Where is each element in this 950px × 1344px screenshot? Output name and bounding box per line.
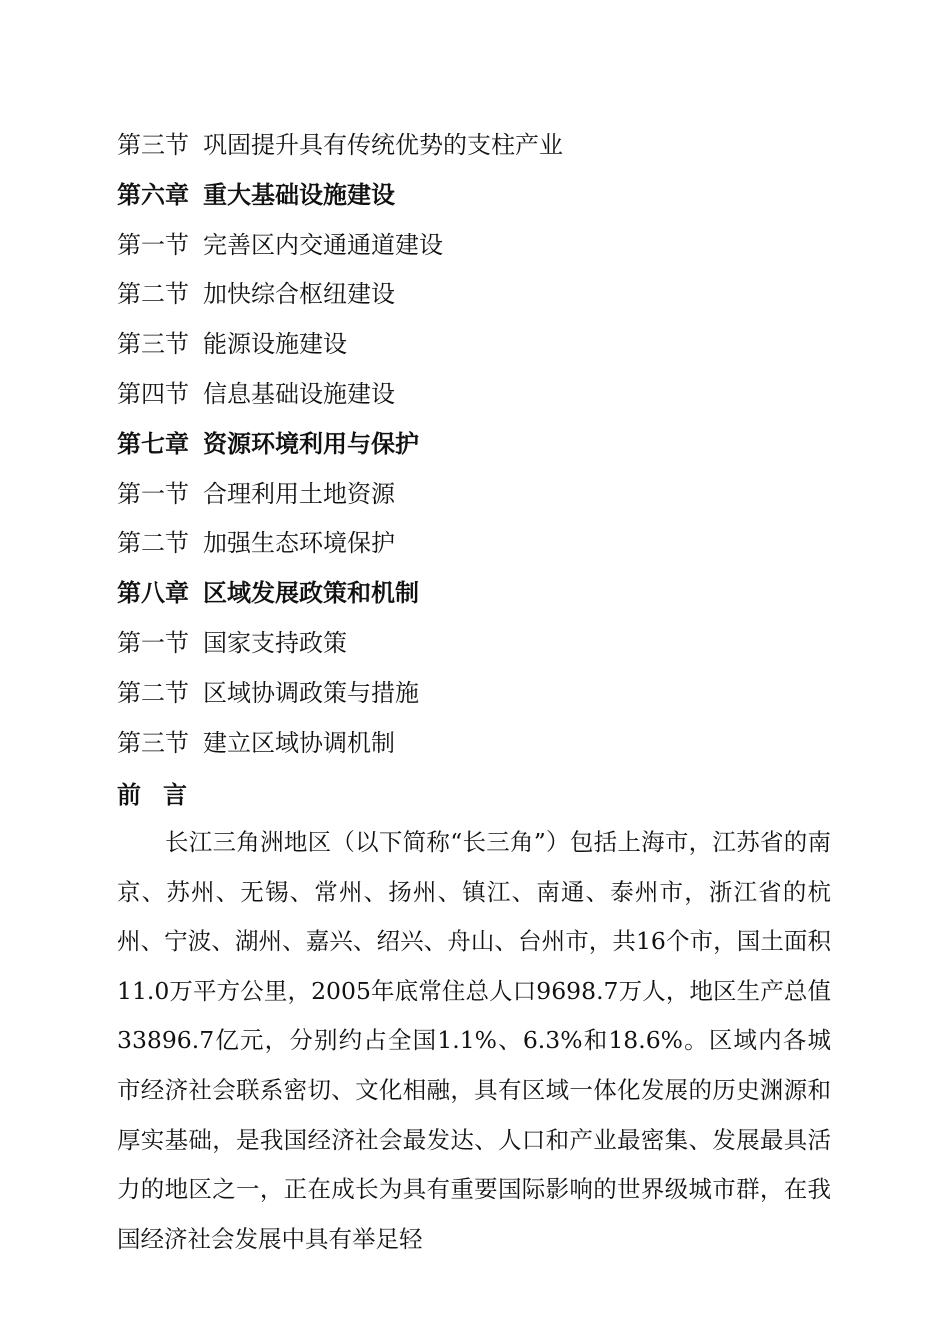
toc-chapter [117,569,857,619]
toc-entry-title: 加快综合枢纽建设 [203,280,395,309]
toc-entry-title: 加强生态环境保护 [203,529,395,558]
toc-entry-number: 第六章 [117,180,189,209]
toc-entry [117,370,857,420]
toc-entry-title: 区域协调政策与措施 [203,678,419,707]
toc-entry-title: 建立区域协调机制 [203,728,395,757]
toc-entry [117,470,857,520]
toc-entry [117,669,857,719]
toc-entry-title: 国家支持政策 [203,628,347,657]
toc-entry-title: 信息基础设施建设 [203,379,395,408]
toc-entry-number: 第一节 [117,479,189,508]
toc-entry-number: 第四节 [117,379,189,408]
toc-entry-number: 第三节 [117,131,189,159]
toc-entry-title: 重大基础设施建设 [203,180,395,209]
table-of-contents [117,121,857,768]
toc-entry [117,221,857,271]
toc-entry-title: 合理利用土地资源 [203,479,395,508]
preface-heading: 前言 [117,781,209,809]
toc-entry-title: 能源设施建设 [203,330,347,359]
toc-entry [117,270,857,320]
toc-entry-number: 第三节 [117,330,189,359]
toc-entry-number: 第三节 [117,728,189,757]
toc-entry-number: 第七章 [117,429,189,458]
toc-entry [117,719,857,769]
toc-entry-number: 第二节 [117,678,189,707]
toc-entry [117,519,857,569]
toc-entry-number: 第一节 [117,230,189,259]
toc-entry [117,320,857,370]
toc-entry-number: 第八章 [117,579,189,608]
toc-entry-number: 第一节 [117,628,189,657]
toc-entry [117,619,857,669]
toc-entry-title: 巩固提升具有传统优势的支柱产业 [203,131,563,159]
toc-entry-number: 第二节 [117,280,189,309]
toc-entry-title: 完善区内交通通道建设 [203,230,443,259]
toc-chapter [117,420,857,470]
toc-entry-title: 区域发展政策和机制 [203,579,419,608]
toc-chapter [117,171,857,221]
toc-entry [117,121,857,171]
toc-entry-number: 第二节 [117,529,189,558]
toc-entry-title: 资源环境利用与保护 [203,429,419,458]
preface-paragraph: 长江三角洲地区（以下简称“长三角”）包括上海市，江苏省的南京、苏州、无锡、常州、扬州、镇江、南通、泰州市，浙江省的杭州、宁波、湖州、嘉兴、绍兴、舟山、台州市，共16个市，国土面积11.0万平方公里，2005年底常住总人口9698.7万人，地区生产总值33896.7亿元，分别约占全国1.1%、6.3%和18.6%。区域内各城市经济社会联系密切、文化相融，具有区域一体化发展的历史渊源和厚实基础，是我国经济社会最发达、人口和产业最密集、发展最具活力的地区之一，正在成长为具有重要国际影响的世界级城市群，在我国经济社会发展中具有举足轻 [117,828,831,1253]
